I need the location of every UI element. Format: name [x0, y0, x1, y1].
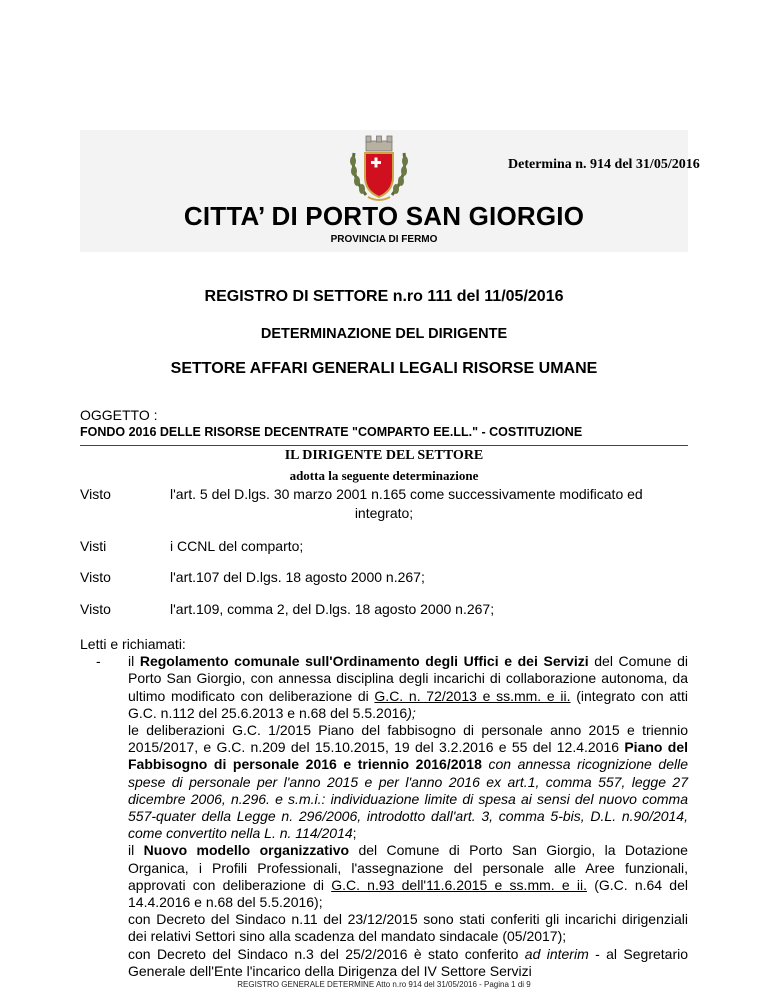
paragraph-modello: [128, 842, 688, 911]
determination-type: DETERMINAZIONE DEL DIRIGENTE: [260, 326, 508, 342]
modello-title: Nuovo modello organizzativo: [143, 842, 350, 859]
paragraph-regolamento: [128, 653, 688, 722]
paragraph-deliberazioni: [128, 722, 688, 842]
text-span: (G.C. n.64 del 14.4.2016 e n.68 del 5.5.2016);: [128, 876, 688, 911]
text-span: il: [128, 842, 144, 859]
registro-heading: REGISTRO DI SETTORE n.ro 111 del 11/05/2016: [204, 288, 564, 305]
text-span: del Comune di Porto San Giorgio, con annessa disciplina degli incarichi di collaborazione autonoma, da ultimo modificato con deliberazione di: [128, 653, 688, 704]
visto-text: l'art.107 del D.lgs. 18 agosto 2000 n.267;: [170, 569, 425, 585]
text-span: (integrato con atti G.C. n.112 del 25.6.2013 e n.68 del 5.5.2016: [128, 687, 689, 721]
page-footer: REGISTRO GENERALE DETERMINE Atto n.ro 914 del 31/05/2016 - Pagina 1 di 9: [237, 980, 531, 989]
visto-text-continued: integrato;: [354, 505, 414, 521]
regolamento-title: Regolamento comunale sull'Ordinamento degli Uffici e dei Servizi: [139, 653, 589, 670]
gc-reference-link: G.C. n.93 dell'11.6.2015 e ss.mm. e ii.: [331, 876, 587, 893]
gc-reference-link: G.C. n. 72/2013 e ss.mm. e ii.: [374, 687, 571, 704]
text-span: - al Segretario Generale dell'Ente l'incarico della Dirigenza del IV Settore: [128, 945, 688, 979]
document-body: [80, 636, 688, 980]
visto-label: Visto: [80, 601, 111, 617]
piano-2015-title: Piano del fabbisogno di personale anno 2015 e triennio 2015/2017: [128, 722, 688, 756]
ad-interim-text: ad interim: [524, 945, 589, 962]
dirigente-title: IL DIRIGENTE DEL SETTORE: [284, 448, 484, 463]
text-span: , e G.C. n.209 del 15.10.2015, 19 del 3.2.2016 e 55 del 12.4.2016: [194, 739, 625, 756]
intro-text: Letti e richiamati:: [80, 636, 186, 652]
visto-text: l'art.109, comma 2, del D.lgs. 18 agosto 2000 n.267;: [170, 601, 495, 617]
text-span: );: [407, 704, 416, 721]
text-span: Servizi: [489, 962, 532, 979]
coat-of-arms-icon: [348, 133, 410, 203]
oggetto-text: FONDO 2016 DELLE RISORSE DECENTRATE "COMPARTO EE.LL." - COSTITUZIONE: [80, 425, 583, 439]
adotta-subtitle: adotta la seguente determinazione: [289, 468, 479, 483]
province-label: PROVINCIA DI FERMO: [330, 234, 438, 245]
visti-text: i CCNL del comparto;: [170, 538, 304, 554]
list-item: [80, 653, 688, 980]
text-span: con Decreto del Sindaco n.3 del 25/2/2016 è stato conferito: [128, 945, 525, 962]
visto-label: Visto: [80, 569, 111, 585]
dash-bullet: -: [96, 653, 101, 670]
text-span: del Comune di Porto San Giorgio, la Dotazione Organica, i Profili Professionali, l'assegnazione del personale alle Aree funzionali, approvati con deliberazione di: [128, 842, 688, 893]
visto-text: l'art. 5 del D.lgs. 30 marzo 2001 n.165 come successivamente modificato ed: [170, 486, 643, 502]
text-span: il: [128, 653, 140, 670]
paragraph-decreto-11: con Decreto del Sindaco n.11 del 23/12/2015 sono stati conferiti gli incarichi dirigenziali dei relativi Settori sino alla scadenza del mandato sindacale (05/2017);: [128, 911, 688, 945]
settore-heading: SETTORE AFFARI GENERALI LEGALI RISORSE UMANE: [170, 360, 598, 377]
city-title: CITTA’ DI PORTO SAN GIORGIO: [183, 201, 585, 231]
determina-number: Determina n. 914 del 31/05/2016: [508, 157, 700, 172]
paragraph-decreto-3: [128, 946, 688, 980]
text-span: le deliberazioni G.C. 1/2015: [128, 722, 319, 739]
separator-line: [80, 445, 688, 446]
oggetto-label: OGGETTO :: [80, 407, 158, 423]
visti-label: Visti: [80, 538, 107, 554]
visto-label: Visto: [80, 486, 111, 502]
text-span: ;: [352, 825, 357, 842]
piano-2016-title: Piano del Fabbisogno di personale 2016 e triennio 2016/2018: [128, 739, 688, 773]
piano-description: con annessa ricognizione delle spese di personale per l'anno 2015 e per l'anno 2016 ex art.1, comma 557, legge 27 dicembre 2006, n.296. e s.m.i.: individuazione limite di spesa ai sensi del nuovo comma 557-quater della Legge n. 296/2006, introdotto dall'art. 3, comma 5-bis, D.L. n.90/2014, come convertito nella L. n. 114/2014: [128, 756, 688, 842]
